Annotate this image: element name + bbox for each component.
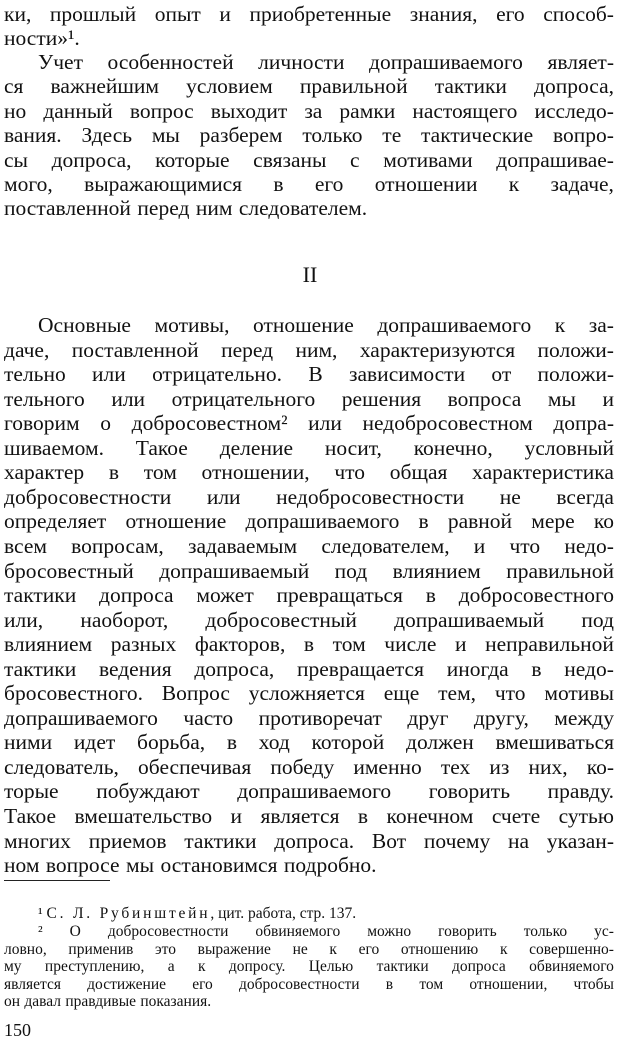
word: способ-	[543, 2, 614, 26]
word: является	[4, 975, 61, 993]
word: мы	[547, 386, 576, 411]
paragraph-2-line	[4, 681, 614, 705]
word: следователем.	[238, 196, 368, 221]
word: характеризуются	[359, 337, 516, 362]
paragraph-2-line	[4, 485, 614, 509]
word: ко-	[586, 754, 614, 779]
word: особенностей	[107, 50, 234, 74]
word: знания,	[409, 2, 478, 26]
word: правдивые	[65, 993, 136, 1010]
word: мы	[151, 123, 180, 148]
word: мотивами	[383, 147, 473, 172]
word: Основные	[38, 313, 131, 337]
paragraph-1-line	[4, 74, 614, 98]
word: ход	[258, 730, 290, 755]
word: можно	[367, 923, 412, 940]
word: допроса	[451, 958, 506, 975]
word: или	[206, 484, 241, 509]
word: приобретенные	[249, 2, 392, 26]
word: в	[273, 172, 284, 196]
word: определяет	[4, 509, 107, 534]
word: вмешательство	[74, 804, 213, 828]
word: мотивы,	[154, 313, 230, 337]
word: другу,	[473, 705, 529, 730]
word: ²	[38, 923, 43, 940]
word: только	[523, 923, 568, 940]
paragraph-2-line	[4, 362, 614, 386]
word: решения	[341, 386, 422, 411]
footnote-2-line	[4, 941, 614, 959]
word: мере	[531, 509, 575, 534]
word: те	[382, 123, 402, 148]
word: бросовестный	[4, 558, 134, 583]
word: тельно	[4, 362, 66, 387]
word: вмешиваться	[495, 730, 614, 755]
word: друг	[407, 705, 449, 730]
paragraph-1-line	[38, 50, 614, 74]
word: говорить	[428, 779, 510, 804]
word: влиянием	[392, 558, 481, 583]
word: О	[69, 923, 81, 940]
paragraph-1-line	[4, 172, 614, 196]
word: Учет	[38, 50, 83, 74]
word: с	[350, 147, 360, 172]
top-paragraph-line	[4, 2, 614, 26]
word: Вопрос	[161, 681, 230, 706]
word: влиянием	[4, 632, 93, 657]
paragraph-2-line	[4, 829, 614, 853]
word: ними	[4, 730, 53, 755]
word: следователь,	[4, 754, 119, 779]
word: личности	[258, 50, 345, 74]
word: вопрос	[129, 98, 194, 123]
word: торые	[4, 779, 59, 804]
word: выходит	[210, 98, 288, 123]
word: Такое	[135, 435, 188, 460]
word: или	[92, 362, 126, 387]
paragraph-2-line	[4, 779, 614, 803]
word: и	[455, 632, 467, 657]
word: за-	[588, 313, 614, 337]
word: даче,	[4, 337, 50, 362]
word: недо-	[564, 533, 614, 558]
word: общая	[389, 460, 448, 485]
paragraph-2-line	[4, 387, 614, 411]
word: за	[304, 98, 323, 123]
word: правильной	[506, 558, 614, 583]
word: вопро-	[552, 123, 614, 148]
word: отношение	[253, 313, 354, 337]
word: преступлению,	[44, 958, 145, 975]
word: многих	[4, 828, 71, 853]
paragraph-2-line	[4, 853, 383, 877]
word: обеспечивая	[138, 754, 252, 779]
paragraph-1-line	[4, 196, 374, 220]
word: добросовестном²	[131, 411, 288, 436]
word: том	[419, 975, 444, 993]
word: что	[509, 533, 541, 558]
word: перед	[221, 337, 274, 362]
word: допроса.	[274, 828, 355, 853]
word: в	[418, 509, 429, 534]
word: только	[302, 123, 363, 148]
word: его	[192, 975, 213, 993]
word: перед	[137, 196, 190, 221]
word: противоречат	[258, 705, 382, 730]
word: добросовестности	[4, 484, 172, 509]
word: его	[314, 172, 344, 196]
word: достижение	[87, 975, 166, 993]
word: давал	[24, 993, 62, 1010]
word: не	[499, 484, 521, 509]
word: или	[308, 411, 342, 436]
word: о	[100, 411, 112, 436]
word: ности»¹.	[4, 26, 80, 51]
word: прошлый	[49, 2, 137, 26]
word: отрицательно.	[152, 362, 283, 387]
word: тем,	[438, 681, 477, 706]
word: в	[108, 460, 120, 485]
word: к	[197, 958, 206, 975]
word: еще	[383, 681, 420, 706]
word: допрашиваемого	[377, 313, 532, 337]
paragraph-2-line	[4, 730, 614, 754]
word: к	[508, 172, 520, 196]
word: связаны	[253, 147, 327, 172]
word: в	[303, 632, 315, 657]
word: них,	[528, 754, 568, 779]
word: задаваемым	[187, 533, 298, 558]
word: рамки	[339, 98, 396, 123]
word: бросовестного.	[4, 681, 143, 706]
footnote-2-line	[38, 923, 614, 941]
word: или	[111, 386, 146, 411]
word: допрашиваемого	[237, 779, 392, 804]
word: тактики	[4, 656, 77, 681]
word: выражение	[197, 940, 271, 958]
word: следователем,	[321, 533, 450, 558]
word: побуждают	[96, 779, 200, 804]
word: которой	[311, 730, 385, 755]
paragraph-2-line	[4, 706, 614, 730]
word: числе	[384, 632, 437, 657]
word: добросовестного	[458, 583, 614, 608]
word: а	[167, 958, 175, 975]
word: ловно,	[4, 940, 47, 958]
paragraph-1-line	[4, 123, 614, 147]
word: сы	[4, 147, 28, 172]
word: под	[581, 607, 614, 632]
paragraph-2-line	[4, 338, 614, 362]
paragraph-2-line	[4, 534, 614, 558]
word: сутью	[558, 804, 614, 828]
paragraph-1-line	[4, 148, 614, 172]
word: иногда	[446, 656, 509, 681]
word: тактики	[4, 583, 77, 608]
footnote-1-rest: , цит. работа, стр. 137.	[210, 905, 357, 922]
word: тактические	[421, 123, 534, 148]
page-number: 150	[4, 1020, 31, 1040]
word: отношение	[125, 509, 227, 534]
word: борьба,	[137, 730, 206, 755]
word: счете	[491, 804, 541, 828]
word: важнейшим	[50, 74, 160, 99]
paragraph-2-line	[4, 583, 614, 607]
word: поставленной	[4, 196, 131, 221]
word: остановимся	[160, 853, 278, 878]
word: часто	[183, 705, 234, 730]
section-heading: II	[302, 262, 318, 287]
word: но	[4, 98, 27, 123]
word: разных	[110, 632, 177, 657]
word: характер	[4, 460, 85, 485]
word: наоборот,	[80, 607, 169, 632]
word: задаче,	[550, 172, 614, 196]
word: что	[334, 460, 366, 485]
paragraph-2-line	[4, 460, 614, 484]
footnote-2-line	[4, 976, 614, 994]
word: добросовестный	[205, 607, 357, 632]
word: должен	[406, 730, 474, 755]
paragraph-2-line	[38, 313, 614, 337]
word: это	[155, 940, 176, 958]
word: вания.	[4, 123, 62, 148]
paragraph-1-line	[4, 99, 614, 123]
word: и	[602, 386, 614, 411]
word: допрашиваемого	[245, 509, 400, 534]
word: му	[4, 958, 22, 975]
word: может	[196, 583, 254, 608]
word: отношении,	[469, 975, 548, 993]
word: тактики	[184, 828, 257, 853]
word: допрашиваемого	[369, 50, 523, 74]
word: отношении	[374, 172, 478, 196]
word: ним	[195, 196, 233, 221]
word: настоящего	[412, 98, 518, 123]
word: шиваемом.	[4, 435, 104, 460]
word: в	[531, 656, 542, 681]
word: ус-	[594, 923, 614, 940]
word: ся	[4, 74, 24, 99]
word: усложняется	[248, 681, 365, 706]
word: допрашиваемый	[159, 558, 310, 583]
footnote-divider	[4, 880, 110, 881]
word: разберем	[199, 123, 283, 148]
word: поставленной	[71, 337, 199, 362]
footnote-2-line	[4, 993, 215, 1011]
paragraph-2-line	[4, 755, 614, 779]
word: говорим	[4, 411, 80, 436]
word: допрашиваемый	[394, 607, 545, 632]
word: ко	[593, 509, 614, 534]
word: отрицательного	[171, 386, 316, 411]
word: он	[4, 993, 21, 1010]
word: является	[260, 804, 340, 828]
word: всем	[4, 533, 47, 558]
word: превращается	[297, 656, 424, 681]
word: добросовестности	[107, 923, 229, 940]
word: положи-	[537, 362, 614, 387]
word: тельного	[4, 386, 85, 411]
paragraph-2-line	[4, 411, 614, 435]
word: правду.	[547, 779, 614, 804]
word: и	[230, 804, 243, 828]
word: его	[358, 940, 380, 958]
word: почему	[423, 828, 491, 853]
word: факторов,	[194, 632, 286, 657]
word: отношении,	[201, 460, 310, 485]
word: показания.	[140, 993, 212, 1010]
word: неправильной	[485, 632, 614, 657]
footnote-1	[38, 905, 356, 923]
word: допроса,	[51, 147, 132, 172]
word: не	[292, 940, 308, 958]
word: указан-	[546, 828, 614, 853]
word: подробно.	[283, 853, 377, 878]
word: Такое	[4, 804, 57, 828]
word: равной	[447, 509, 513, 534]
paragraph-2-line	[4, 804, 614, 828]
word: или,	[4, 607, 44, 632]
word: допрашиваемого	[4, 705, 158, 730]
word: его	[496, 2, 525, 26]
word: допроса,	[534, 74, 614, 99]
word: В	[308, 362, 323, 387]
word: Здесь	[81, 123, 133, 148]
word: положи-	[537, 337, 614, 362]
word: в	[425, 583, 436, 608]
word: недо-	[564, 656, 614, 681]
paragraph-2-line	[4, 632, 614, 656]
word: к	[329, 940, 337, 958]
word: именно	[353, 754, 422, 779]
word: конечно,	[413, 435, 493, 460]
word: между	[554, 705, 614, 730]
word: тактики	[376, 958, 429, 975]
word: зависимости	[349, 362, 466, 387]
word: недобросовестном	[362, 411, 533, 436]
word: допроса	[99, 583, 174, 608]
word: том	[143, 460, 177, 485]
word: Вот	[371, 828, 407, 853]
word: тех	[440, 754, 471, 779]
word: ки,	[4, 2, 32, 26]
word: обвиняемого	[255, 923, 341, 940]
word: правильной	[299, 74, 408, 99]
word: отношению	[400, 940, 479, 958]
word: на	[508, 828, 530, 853]
word: допра-	[553, 411, 614, 436]
word: к	[554, 313, 566, 337]
paragraph-2-line	[4, 657, 614, 681]
word: опыт	[154, 2, 201, 26]
word: допроса,	[194, 656, 275, 681]
word: деление	[219, 435, 294, 460]
footnote-1-marker: ¹	[38, 905, 43, 922]
word: от	[491, 362, 512, 387]
word: мого,	[4, 172, 53, 196]
word: вопроса	[447, 386, 522, 411]
word: в	[385, 975, 394, 993]
word: конечном	[386, 804, 474, 828]
word: в	[226, 730, 238, 755]
word: недобросовестности	[276, 484, 465, 509]
footnote-2-line	[4, 958, 614, 976]
word: тактики	[434, 74, 507, 99]
paragraph-2-line	[4, 436, 614, 460]
paragraph-2-line	[4, 509, 614, 533]
word: характеристика	[472, 460, 614, 485]
word: под	[334, 558, 368, 583]
word: ним,	[295, 337, 338, 362]
word: мотивы	[544, 681, 614, 706]
word: том	[332, 632, 366, 657]
word: Целью	[308, 958, 354, 975]
word: ведения	[98, 656, 172, 681]
word: исследо-	[534, 98, 614, 123]
word: превращаться	[276, 583, 403, 608]
word: ном	[4, 853, 40, 878]
word: добросовестности	[239, 975, 360, 993]
word: идет	[73, 730, 116, 755]
word: данный	[43, 98, 113, 123]
word: мы	[125, 853, 155, 878]
word: и	[219, 2, 231, 26]
paragraph-2-line	[4, 608, 614, 632]
word: и	[473, 533, 486, 558]
word: из	[489, 754, 510, 779]
word: носит,	[324, 435, 382, 460]
word: приемов	[88, 828, 167, 853]
footnote-1-author: С. Л. Рубинштейн	[46, 905, 211, 922]
top-paragraph-line	[4, 26, 86, 50]
word: к	[499, 940, 508, 958]
word: выражающимися	[84, 172, 243, 196]
word: чтобы	[573, 975, 614, 993]
word: условием	[186, 74, 273, 99]
word: что	[494, 681, 526, 706]
word: совершенно-	[529, 940, 614, 958]
word: всегда	[556, 484, 614, 509]
word: допросу.	[228, 958, 286, 975]
word: победу	[270, 754, 335, 779]
paragraph-2-line	[4, 559, 614, 583]
word: обвиняемого	[529, 958, 614, 975]
word: которые	[155, 147, 230, 172]
word: в	[357, 804, 369, 828]
word: применив	[68, 940, 134, 958]
word: являет-	[547, 50, 614, 74]
word: условный	[524, 435, 614, 460]
word: вопросам,	[71, 533, 164, 558]
word: допрашивае-	[496, 147, 614, 172]
word: вопросе	[45, 853, 120, 878]
word: говорить	[438, 923, 497, 940]
